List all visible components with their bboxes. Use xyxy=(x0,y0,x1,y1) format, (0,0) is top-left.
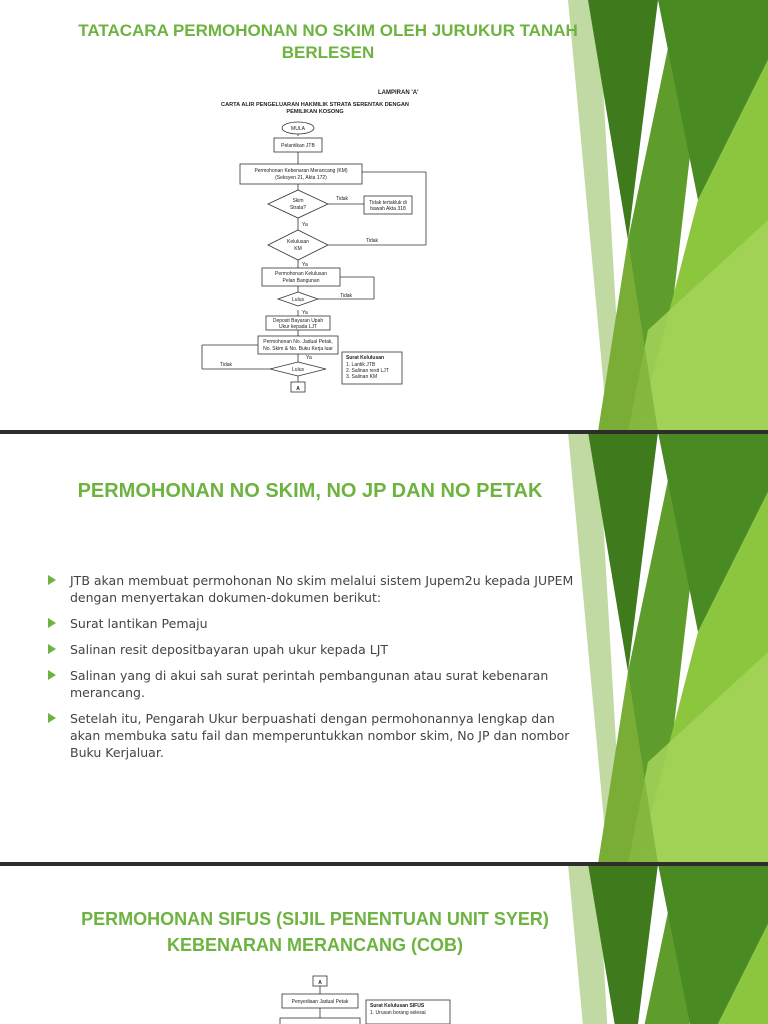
bullet-arrow-icon xyxy=(48,618,56,628)
start-label: MULA xyxy=(291,126,305,132)
yes2-label: Ya xyxy=(302,262,308,268)
step5-line1: Permohonan No. Jadual Petak, xyxy=(263,339,333,345)
step2-line2: (Seksyen 21, Akta 172) xyxy=(275,175,327,181)
step1-label: Pelantikan JTB xyxy=(281,143,315,149)
slide-separator xyxy=(0,430,768,434)
slide-2 xyxy=(0,432,768,864)
decision4-label: Lulus xyxy=(292,367,304,373)
list-item: JTB akan membuat permohonan No skim melalui sistem Jupem2u kepada JUPEM dengan menyertakan dokumen-dokumen berikut: xyxy=(48,572,578,606)
no3-label: Tidak xyxy=(340,293,353,299)
slide-1 xyxy=(0,0,768,432)
step1-label: Penyediaan Jadual Petak xyxy=(291,999,349,1005)
yes4-label: Ya xyxy=(306,355,312,361)
decision1-line2: Strata? xyxy=(289,205,307,211)
step-km xyxy=(240,164,362,184)
bullet-arrow-icon xyxy=(48,713,56,723)
step3-line1: Permohonan Kelulusan xyxy=(275,271,327,277)
lampiran-label: LAMPIRAN 'A' xyxy=(378,90,419,96)
step5-line2: No. Skim & No. Buku Kerja luar xyxy=(263,346,333,352)
slide-2-title: PERMOHONAN NO SKIM, NO JP DAN NO PETAK xyxy=(77,480,543,502)
connector-a-label: A xyxy=(296,386,300,392)
no1-label: Tidak xyxy=(336,196,349,202)
bullet-arrow-icon xyxy=(48,575,56,585)
yes3-label: Ya xyxy=(302,310,308,316)
decision2-line2: KM xyxy=(294,246,302,252)
no1-box-line2: bawah Akta 318 xyxy=(370,206,406,212)
flowchart-strata xyxy=(190,80,440,400)
slide-3 xyxy=(0,864,768,1024)
note-item: 1. Urusan borang selesai xyxy=(370,1010,426,1016)
green-decoration xyxy=(568,432,768,864)
flowchart-sifus xyxy=(260,974,460,1024)
step4-line1: Deposit Bayaran Upah xyxy=(272,318,324,324)
no2-label: Tidak xyxy=(366,238,379,244)
note-item-3: 3. Salinan KM xyxy=(346,374,378,380)
decision1-line1: Skim xyxy=(292,198,304,204)
connector-a-label: A xyxy=(318,980,322,986)
list-item: Surat lantikan Pemaju xyxy=(48,615,578,632)
flow-heading-2: PEMILIKAN KOSONG xyxy=(286,109,344,115)
yes1-label: Ya xyxy=(302,222,308,228)
bullet-arrow-icon xyxy=(48,644,56,654)
decision2-line1: Kelulusan xyxy=(287,239,309,245)
decision3-label: Lulus xyxy=(292,297,304,303)
list-item: Salinan yang di akui sah surat perintah pembangunan atau surat kebenaran merancang. xyxy=(48,667,578,701)
green-decoration xyxy=(568,0,768,432)
slide-separator xyxy=(0,862,768,866)
note-item-2: 2. Salinan resit LJT xyxy=(346,368,389,374)
slide-1-title: TATACARA PERMOHONAN NO SKIM OLEH JURUKUR TANAH BERLESEN xyxy=(78,21,578,62)
list-item: Salinan resit depositbayaran upah ukur kepada LJT xyxy=(48,641,578,658)
step2-line1: Permohonan Kebenaran Merancang (KM) xyxy=(254,168,348,174)
list-item: Setelah itu, Pengarah Ukur berpuashati dengan permohonannya lengkap dan akan membuka satu fail dan memperuntukkan nombor skim, No JP dan nombor Buku Kerjaluar. xyxy=(48,710,578,761)
no4-label: Tidak xyxy=(220,362,233,368)
step-next xyxy=(280,1018,360,1024)
bullet-arrow-icon xyxy=(48,670,56,680)
step4-line2: Ukur kepada LJT xyxy=(278,324,318,330)
slide-3-title: PERMOHONAN SIFUS (SIJIL PENENTUAN UNIT SYER) KEBENARAN MERANCANG (COB) xyxy=(81,909,549,955)
flow-heading-1: CARTA ALIR PENGELUARAN HAKMILIK STRATA SERENTAK DENGAN xyxy=(221,102,409,108)
bullet-list xyxy=(48,572,578,770)
note-title: Surat Kelulusan xyxy=(346,355,385,361)
no1-box-line1: Tidak tertakluk di xyxy=(369,200,407,206)
note-item-1: 1. Lantik JTB xyxy=(346,362,376,368)
note-title: Surat Kelulusan SIFUS xyxy=(370,1003,425,1009)
step3-line2: Pelan Bangunan xyxy=(282,278,320,284)
